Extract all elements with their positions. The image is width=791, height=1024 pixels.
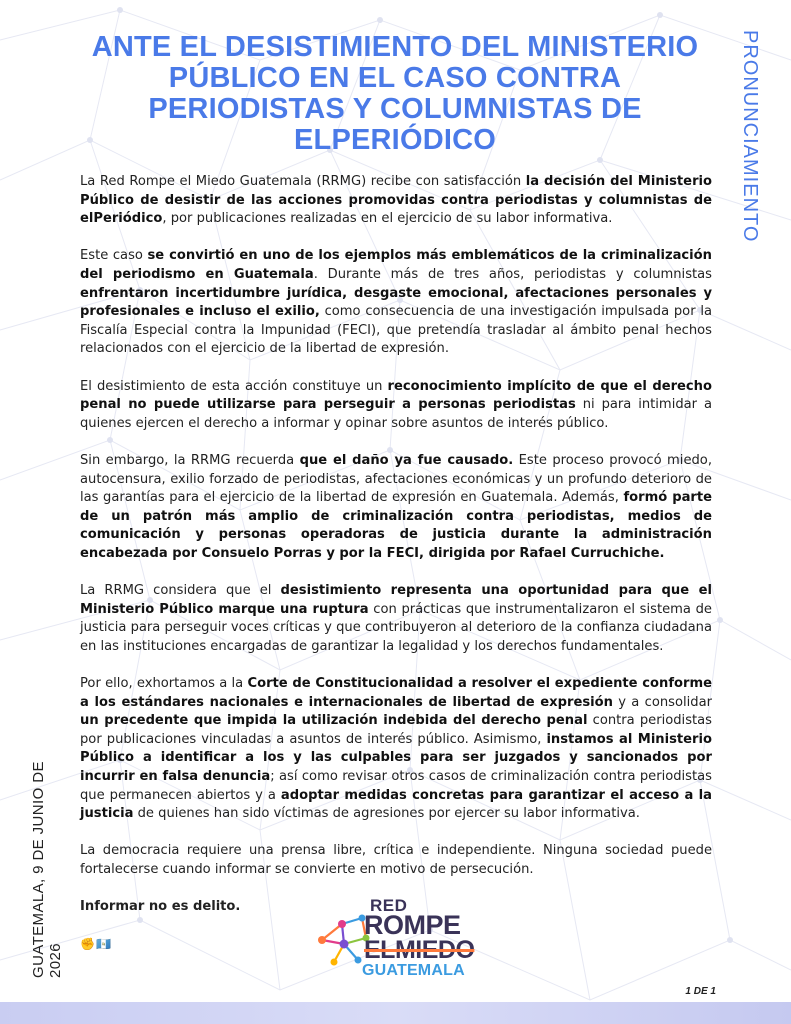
paragraph-list: [80, 173, 712, 880]
emphasis-text: se convirtió en uno de los ejemplos más emblemáticos de la criminalización del periodismo en Guatemala: [80, 248, 712, 282]
page-title: ANTE EL DESISTIMIENTO DEL MINISTERIO PÚBLICO EN EL CASO CONTRA PERIODISTAS Y COLUMNISTAS DE ELPERIÓDICO: [91, 31, 699, 156]
statement-body: [80, 173, 712, 954]
paragraph-text: Este caso: [80, 248, 148, 264]
logo-text-red: RED: [370, 896, 408, 915]
side-label: PRONUNCIAMIENTO: [739, 30, 761, 243]
emphasis-text: la decisión del Ministerio Público de desistir de las acciones promovidas contra periodistas y columnistas de elPeriódico: [80, 174, 713, 227]
paragraph-text: La democracia requiere una prensa libre, crítica e independiente. Ninguna sociedad puede fortalecerse cuando informar se convierte en motivo de persecución.: [80, 843, 712, 877]
paragraph-text: ni para intimidar a quienes ejercen el derecho a informar y opinar sobre asuntos de interés público.: [80, 397, 712, 431]
closing-line: Informar no es delito.: [80, 899, 241, 915]
emphasis-text: un precedente que impida la utilización indebida del derecho penal: [80, 713, 588, 729]
paragraph: [80, 842, 712, 879]
paragraph-text: Sin embargo, la RRMG recuerda: [80, 452, 300, 468]
paragraph-text: contra periodistas por publicaciones vinculadas a asuntos de interés público. Asimismo,: [80, 713, 712, 747]
paragraph-text: con prácticas que instrumentalizaron el sistema de justicia para perseguir voces críticas y que contribuyeron al deterioro de la confianza ciudadana en las instituciones encargadas de garantizar la legalidad y los derechos fundamentales.: [80, 601, 712, 654]
logo-text-elmiedo: ELMIEDO: [364, 936, 475, 964]
page-number: 1 DE 1: [685, 986, 716, 997]
paragraph-text: como consecuencia de una investigación impulsada por la Fiscalía Especial contra la Impunidad (FECI), que pretendía trasladar al ámbito penal hechos relacionados con el ejercicio de la libertad de expresión.: [80, 304, 712, 357]
paragraph-text: La RRMG considera que el: [80, 583, 281, 599]
emphasis-text: instamos al Ministerio Público a identificar a los y las culpables para ser juzgados y sancionados por incurrir en falsa denuncia: [80, 731, 712, 784]
paragraph-text: La Red Rompe el Miedo Guatemala (RRMG) recibe con satisfacción: [80, 174, 526, 189]
emphasis-text: reconocimiento implícito de que el derecho penal no puede utilizarse para perseguir a personas periodistas: [80, 378, 712, 413]
place-date: GUATEMALA, 9 DE JUNIO DE 2026: [30, 761, 64, 978]
paragraph-text: ; así como revisar otros casos de criminalización contra periodistas que permanecen abiertos y a: [80, 769, 712, 803]
emphasis-text: desistimiento representa una oportunidad para que el Ministerio Público marque una ruptura: [80, 583, 712, 617]
emphasis-text: Corte de Constitucionalidad a resolver el expediente conforme a los estándares nacionales e internacionales de libertad de expresión: [80, 676, 712, 710]
emphasis-text: que el daño ya fue causado.: [299, 452, 514, 468]
emphasis-text: formó parte de un patrón más amplio de criminalización contra periodistas, medios de comunicación y personas operadoras de justicia durante la administración encabezada por Consuelo Porras y por la FECI, dirigida por Rafael Curruchiche.: [80, 490, 712, 561]
paragraph-text: El desistimiento de esta acción constituye un: [80, 378, 388, 394]
paragraph-text: Este proceso provocó miedo, autocensura, exilio forzado de periodistas, afectaciones económicas y un profundo deterioro de las garantías para el ejercicio de la libertad de expresión en Guatemala. Además,: [80, 452, 712, 506]
paragraph: [80, 675, 712, 824]
paragraph-text: de quienes han sido víctimas de agresiones por ejercer su labor informativa.: [133, 806, 640, 822]
paragraph-text: y a consolidar: [612, 694, 712, 710]
logo-text-guatemala: GUATEMALA: [362, 962, 465, 979]
emphasis-text: adoptar medidas concretas para garantizar el acceso a la justicia: [80, 787, 712, 822]
emphasis-text: enfrentaron incertidumbre jurídica, desgaste emocional, afectaciones personales y profesionales e incluso el exilio,: [80, 285, 712, 320]
organization-logo: [314, 896, 475, 986]
paragraph: [80, 378, 712, 434]
paragraph-text: Por ello, exhortamos a la: [80, 676, 248, 692]
paragraph: [80, 247, 712, 359]
logo-text-rompe: ROMPE: [364, 910, 461, 940]
paragraph: [80, 452, 712, 564]
paragraph: [80, 582, 712, 656]
fist-flag-icon: ✊🇬🇹: [80, 937, 112, 952]
paragraph-text: , por publicaciones realizadas en el ejercicio de su labor informativa.: [162, 211, 613, 227]
paragraph-text: . Durante más de tres años, periodistas y columnistas: [313, 266, 712, 282]
paragraph: [80, 173, 712, 229]
bottom-band: [0, 1002, 791, 1024]
